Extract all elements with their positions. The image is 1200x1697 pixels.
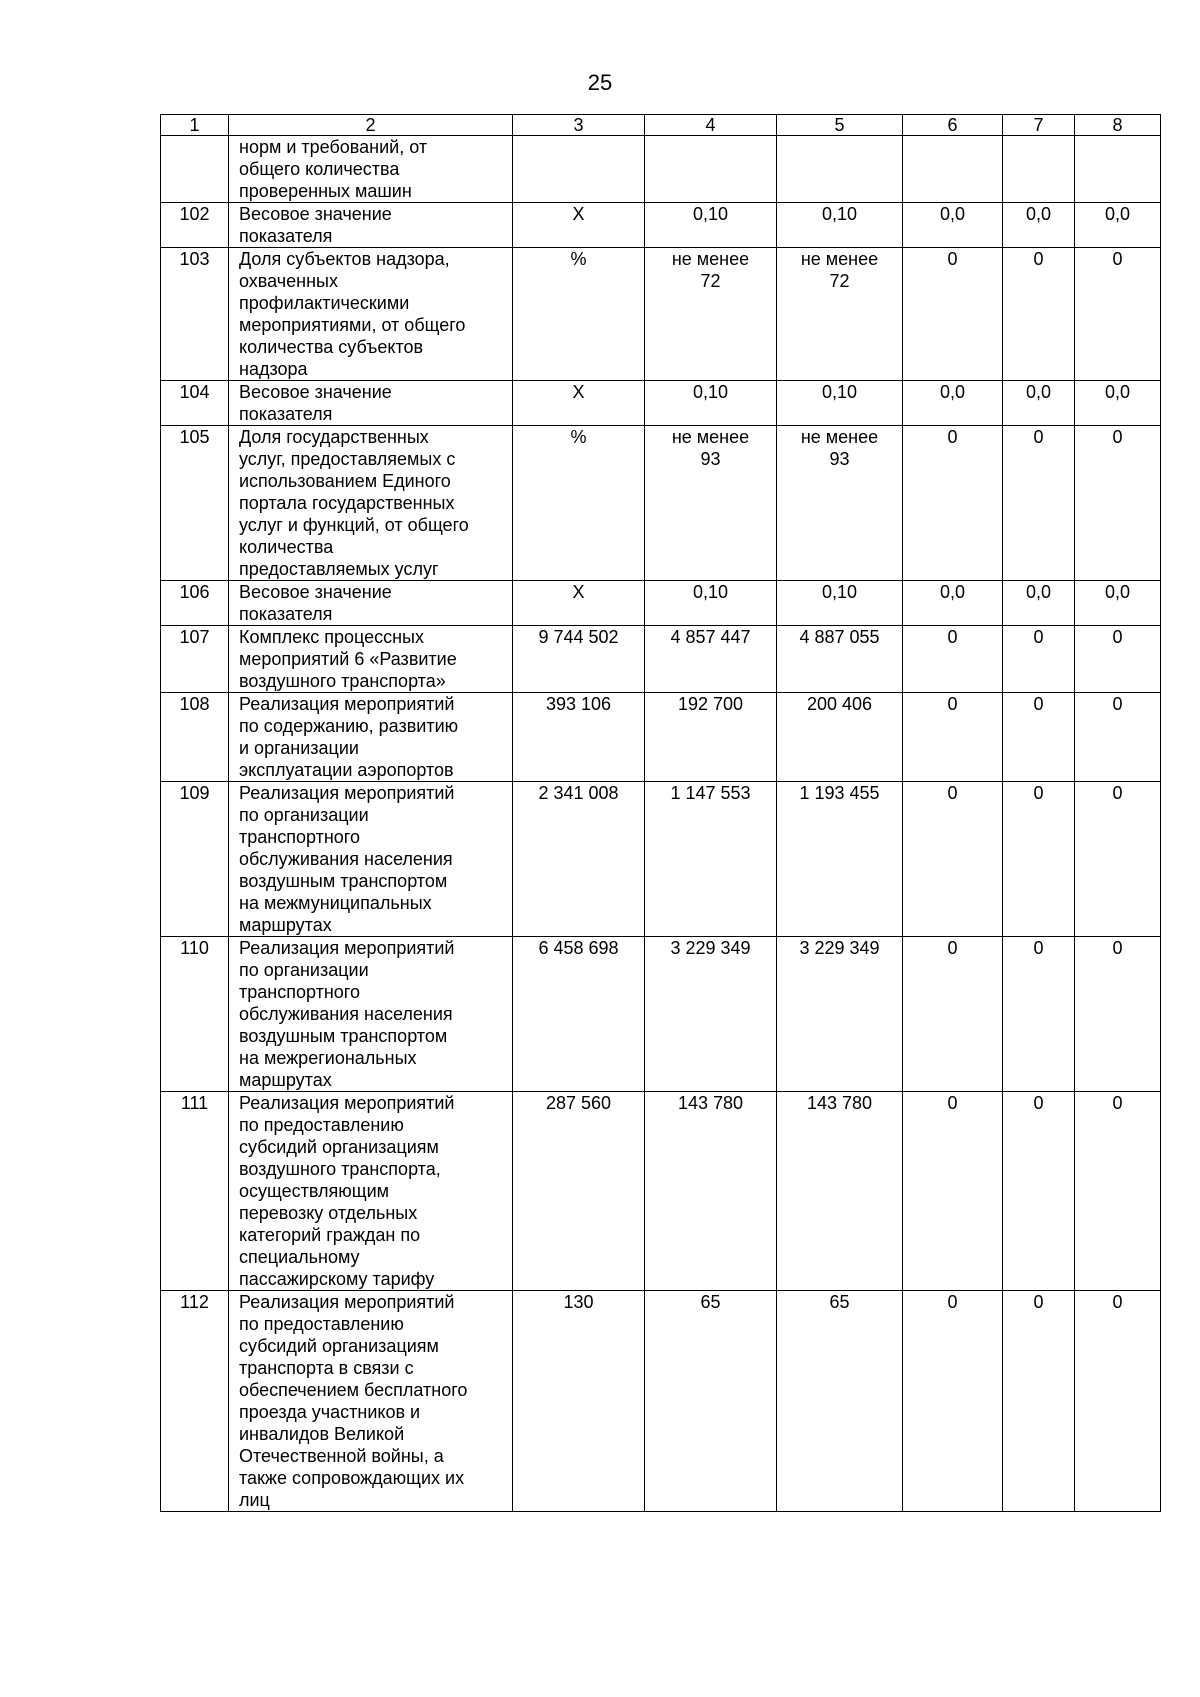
row-name-cell xyxy=(229,203,513,248)
cell-text: 0 xyxy=(947,627,958,647)
cell-col-4 xyxy=(645,1092,777,1291)
column-header: 1 xyxy=(161,115,229,136)
cell-text: 0 xyxy=(947,783,958,803)
cell-col-4 xyxy=(645,782,777,937)
cell-col-5 xyxy=(777,937,903,1092)
cell-col-8 xyxy=(1075,203,1161,248)
cell-text: 2 341 008 xyxy=(538,783,619,803)
cell-text: 192 700 xyxy=(677,694,744,714)
row-name-cell xyxy=(229,1291,513,1512)
cell-text: 0,0 xyxy=(1025,204,1052,224)
cell-text: 0,0 xyxy=(1104,204,1131,224)
cell-col-3 xyxy=(513,937,645,1092)
cell-col-3 xyxy=(513,626,645,693)
cell-text: Доля государственных услуг, предоставляемых с использованием Единого портала государственных услуг и функций, от общего количества предоставляемых услуг xyxy=(239,427,469,579)
cell-text: Доля субъектов надзора, охваченных профилактическими мероприятиями, от общего количества субъектов надзора xyxy=(239,249,466,379)
header-row xyxy=(161,115,1161,136)
row-number-cell xyxy=(161,136,229,203)
cell-col-6 xyxy=(903,581,1003,626)
cell-col-3 xyxy=(513,1291,645,1512)
cell-col-7 xyxy=(1003,203,1075,248)
cell-text: 0 xyxy=(1112,249,1123,269)
cell-col-5 xyxy=(777,626,903,693)
cell-text: 0,0 xyxy=(1025,582,1052,602)
row-name-cell xyxy=(229,381,513,426)
cell-text: 0,10 xyxy=(821,204,858,224)
table-row xyxy=(161,248,1161,381)
cell-text: 0,0 xyxy=(1104,382,1131,402)
row-number-cell xyxy=(161,1092,229,1291)
cell-text: 0 xyxy=(947,694,958,714)
table-row xyxy=(161,937,1161,1092)
cell-text: 393 106 xyxy=(545,694,612,714)
row-number-cell xyxy=(161,693,229,782)
cell-text: 105 xyxy=(179,427,210,447)
cell-col-5 xyxy=(777,381,903,426)
row-number-cell xyxy=(161,1291,229,1512)
row-name-cell xyxy=(229,626,513,693)
row-name-cell xyxy=(229,248,513,381)
cell-col-8 xyxy=(1075,136,1161,203)
table-row xyxy=(161,581,1161,626)
cell-text: 200 406 xyxy=(806,694,873,714)
cell-text: не менее 72 xyxy=(800,249,879,291)
cell-text: 0,10 xyxy=(692,582,729,602)
cell-text: 0 xyxy=(1112,627,1123,647)
cell-col-6 xyxy=(903,937,1003,1092)
cell-col-6 xyxy=(903,782,1003,937)
cell-text: 287 560 xyxy=(545,1093,612,1113)
cell-col-4 xyxy=(645,693,777,782)
cell-text: Х xyxy=(572,204,585,224)
cell-text: 0,0 xyxy=(939,204,966,224)
row-number-cell xyxy=(161,381,229,426)
cell-col-4 xyxy=(645,426,777,581)
cell-text: не менее 93 xyxy=(671,427,750,469)
cell-text: 107 xyxy=(179,627,210,647)
cell-text: 130 xyxy=(563,1292,594,1312)
cell-col-8 xyxy=(1075,782,1161,937)
row-name-cell xyxy=(229,1092,513,1291)
cell-text: Реализация мероприятий по предоставлению субсидий организациям транспорта в связи с обеспечением бесплатного проезда участников и инвалидов Великой Отечественной войны, а также сопровождающих их лиц xyxy=(239,1292,468,1510)
cell-col-3 xyxy=(513,203,645,248)
cell-text: Реализация мероприятий по организации транспортного обслуживания населения воздушным транспортом на межрегиональных маршрутах xyxy=(239,938,455,1090)
data-table xyxy=(160,114,1161,1512)
row-name-cell xyxy=(229,136,513,203)
cell-text: 104 xyxy=(179,382,210,402)
cell-text: 0 xyxy=(947,249,958,269)
cell-text: 3 229 349 xyxy=(670,938,751,958)
cell-text: 0 xyxy=(1112,1093,1123,1113)
cell-col-5 xyxy=(777,248,903,381)
cell-col-8 xyxy=(1075,1092,1161,1291)
cell-col-3 xyxy=(513,693,645,782)
cell-text: 0 xyxy=(1033,938,1044,958)
column-header: 4 xyxy=(645,115,777,136)
row-number-cell xyxy=(161,937,229,1092)
cell-col-6 xyxy=(903,426,1003,581)
cell-text: 0 xyxy=(1033,1292,1044,1312)
cell-col-5 xyxy=(777,426,903,581)
cell-text: 4 857 447 xyxy=(670,627,751,647)
cell-text: 65 xyxy=(700,1292,721,1312)
cell-col-3 xyxy=(513,782,645,937)
cell-text: 0,10 xyxy=(692,204,729,224)
table-row xyxy=(161,782,1161,937)
cell-text: 4 887 055 xyxy=(799,627,880,647)
cell-text: 0,0 xyxy=(939,582,966,602)
cell-col-4 xyxy=(645,136,777,203)
table-row xyxy=(161,136,1161,203)
cell-text: 0,10 xyxy=(821,582,858,602)
cell-text: не менее 93 xyxy=(800,427,879,469)
cell-text: 0,0 xyxy=(939,382,966,402)
column-header: 7 xyxy=(1003,115,1075,136)
table-row xyxy=(161,426,1161,581)
cell-text: 3 229 349 xyxy=(799,938,880,958)
cell-col-4 xyxy=(645,1291,777,1512)
row-number-cell xyxy=(161,203,229,248)
row-number-cell xyxy=(161,626,229,693)
table-row xyxy=(161,381,1161,426)
cell-text: 103 xyxy=(179,249,210,269)
cell-text: 0 xyxy=(1112,1292,1123,1312)
cell-col-4 xyxy=(645,203,777,248)
cell-col-3 xyxy=(513,426,645,581)
cell-col-5 xyxy=(777,136,903,203)
cell-col-7 xyxy=(1003,381,1075,426)
cell-text: не менее 72 xyxy=(671,249,750,291)
cell-col-7 xyxy=(1003,426,1075,581)
cell-col-6 xyxy=(903,1291,1003,1512)
cell-text: 102 xyxy=(179,204,210,224)
cell-text: Реализация мероприятий по предоставлению субсидий организациям воздушного транспорта, осуществляющим перевозку отдельных категорий граждан по специальному пассажирскому тарифу xyxy=(239,1093,455,1289)
cell-col-6 xyxy=(903,248,1003,381)
cell-col-8 xyxy=(1075,248,1161,381)
cell-col-5 xyxy=(777,203,903,248)
cell-col-3 xyxy=(513,248,645,381)
cell-text: 0 xyxy=(1112,427,1123,447)
table-row xyxy=(161,693,1161,782)
cell-col-4 xyxy=(645,626,777,693)
cell-col-3 xyxy=(513,1092,645,1291)
row-number-cell xyxy=(161,782,229,937)
cell-text: 143 780 xyxy=(677,1093,744,1113)
table-row xyxy=(161,1092,1161,1291)
cell-col-3 xyxy=(513,581,645,626)
cell-col-5 xyxy=(777,1291,903,1512)
cell-text: Весовое значение показателя xyxy=(239,204,392,246)
cell-col-7 xyxy=(1003,693,1075,782)
column-header: 3 xyxy=(513,115,645,136)
cell-text: 9 744 502 xyxy=(538,627,619,647)
column-header: 2 xyxy=(229,115,513,136)
row-name-cell xyxy=(229,426,513,581)
cell-text: 0 xyxy=(1112,938,1123,958)
cell-text: 0 xyxy=(1033,627,1044,647)
cell-text: 0 xyxy=(1033,783,1044,803)
cell-col-7 xyxy=(1003,581,1075,626)
cell-col-8 xyxy=(1075,626,1161,693)
cell-text: Весовое значение показателя xyxy=(239,382,392,424)
cell-col-3 xyxy=(513,381,645,426)
cell-text: 0,10 xyxy=(692,382,729,402)
cell-col-7 xyxy=(1003,1092,1075,1291)
cell-text: Комплекс процессных мероприятий 6 «Развитие воздушного транспорта» xyxy=(239,627,457,691)
cell-col-4 xyxy=(645,581,777,626)
cell-text: 0,0 xyxy=(1104,582,1131,602)
table-row xyxy=(161,203,1161,248)
cell-text: Весовое значение показателя xyxy=(239,582,392,624)
cell-col-7 xyxy=(1003,248,1075,381)
cell-text: 0 xyxy=(1112,783,1123,803)
cell-col-7 xyxy=(1003,782,1075,937)
row-name-cell xyxy=(229,581,513,626)
cell-col-6 xyxy=(903,203,1003,248)
cell-col-8 xyxy=(1075,381,1161,426)
row-number-cell xyxy=(161,426,229,581)
cell-col-7 xyxy=(1003,1291,1075,1512)
cell-text: 1 147 553 xyxy=(670,783,751,803)
cell-text: 0 xyxy=(947,427,958,447)
cell-text: 0 xyxy=(1033,694,1044,714)
table-row xyxy=(161,626,1161,693)
cell-text: 108 xyxy=(179,694,210,714)
cell-col-5 xyxy=(777,1092,903,1291)
cell-col-3 xyxy=(513,136,645,203)
cell-col-6 xyxy=(903,1092,1003,1291)
cell-text: Реализация мероприятий по организации транспортного обслуживания населения воздушным транспортом на межмуниципальных маршрутах xyxy=(239,783,455,935)
cell-text: 0 xyxy=(1033,1093,1044,1113)
cell-text: норм и требований, от общего количества проверенных машин xyxy=(239,137,428,201)
table-row xyxy=(161,1291,1161,1512)
cell-col-5 xyxy=(777,693,903,782)
cell-text: 0 xyxy=(1033,249,1044,269)
row-name-cell xyxy=(229,782,513,937)
cell-col-4 xyxy=(645,937,777,1092)
cell-col-8 xyxy=(1075,581,1161,626)
cell-text: Х xyxy=(572,582,585,602)
cell-col-7 xyxy=(1003,136,1075,203)
row-name-cell xyxy=(229,937,513,1092)
column-header: 8 xyxy=(1075,115,1161,136)
cell-col-8 xyxy=(1075,426,1161,581)
cell-col-8 xyxy=(1075,937,1161,1092)
cell-text: % xyxy=(570,427,587,447)
cell-text: 1 193 455 xyxy=(799,783,880,803)
cell-col-5 xyxy=(777,581,903,626)
cell-text: 111 xyxy=(180,1093,209,1113)
cell-col-6 xyxy=(903,693,1003,782)
cell-col-8 xyxy=(1075,1291,1161,1512)
cell-text: 65 xyxy=(829,1292,850,1312)
cell-col-5 xyxy=(777,782,903,937)
cell-text: 106 xyxy=(179,582,210,602)
cell-text: 0 xyxy=(1112,694,1123,714)
cell-col-6 xyxy=(903,626,1003,693)
page-number: 25 xyxy=(587,70,613,95)
row-number-cell xyxy=(161,248,229,381)
cell-text: 0 xyxy=(947,938,958,958)
cell-text: 6 458 698 xyxy=(538,938,619,958)
cell-text: 143 780 xyxy=(806,1093,873,1113)
cell-col-4 xyxy=(645,381,777,426)
cell-text: Реализация мероприятий по содержанию, развитию и организации эксплуатации аэропортов xyxy=(239,694,459,780)
cell-col-6 xyxy=(903,381,1003,426)
row-name-cell xyxy=(229,693,513,782)
column-header: 5 xyxy=(777,115,903,136)
cell-text: Х xyxy=(572,382,585,402)
cell-col-7 xyxy=(1003,937,1075,1092)
cell-col-8 xyxy=(1075,693,1161,782)
cell-text: 0,0 xyxy=(1025,382,1052,402)
cell-text: 112 xyxy=(180,1292,209,1312)
column-header: 6 xyxy=(903,115,1003,136)
cell-text: 0 xyxy=(1033,427,1044,447)
cell-text: 110 xyxy=(180,938,209,958)
cell-text: % xyxy=(570,249,587,269)
cell-text: 0,10 xyxy=(821,382,858,402)
cell-text: 109 xyxy=(179,783,210,803)
cell-col-6 xyxy=(903,136,1003,203)
cell-col-7 xyxy=(1003,626,1075,693)
cell-col-4 xyxy=(645,248,777,381)
row-number-cell xyxy=(161,581,229,626)
table-body xyxy=(161,136,1161,1512)
cell-text: 0 xyxy=(947,1292,958,1312)
cell-text: 0 xyxy=(947,1093,958,1113)
